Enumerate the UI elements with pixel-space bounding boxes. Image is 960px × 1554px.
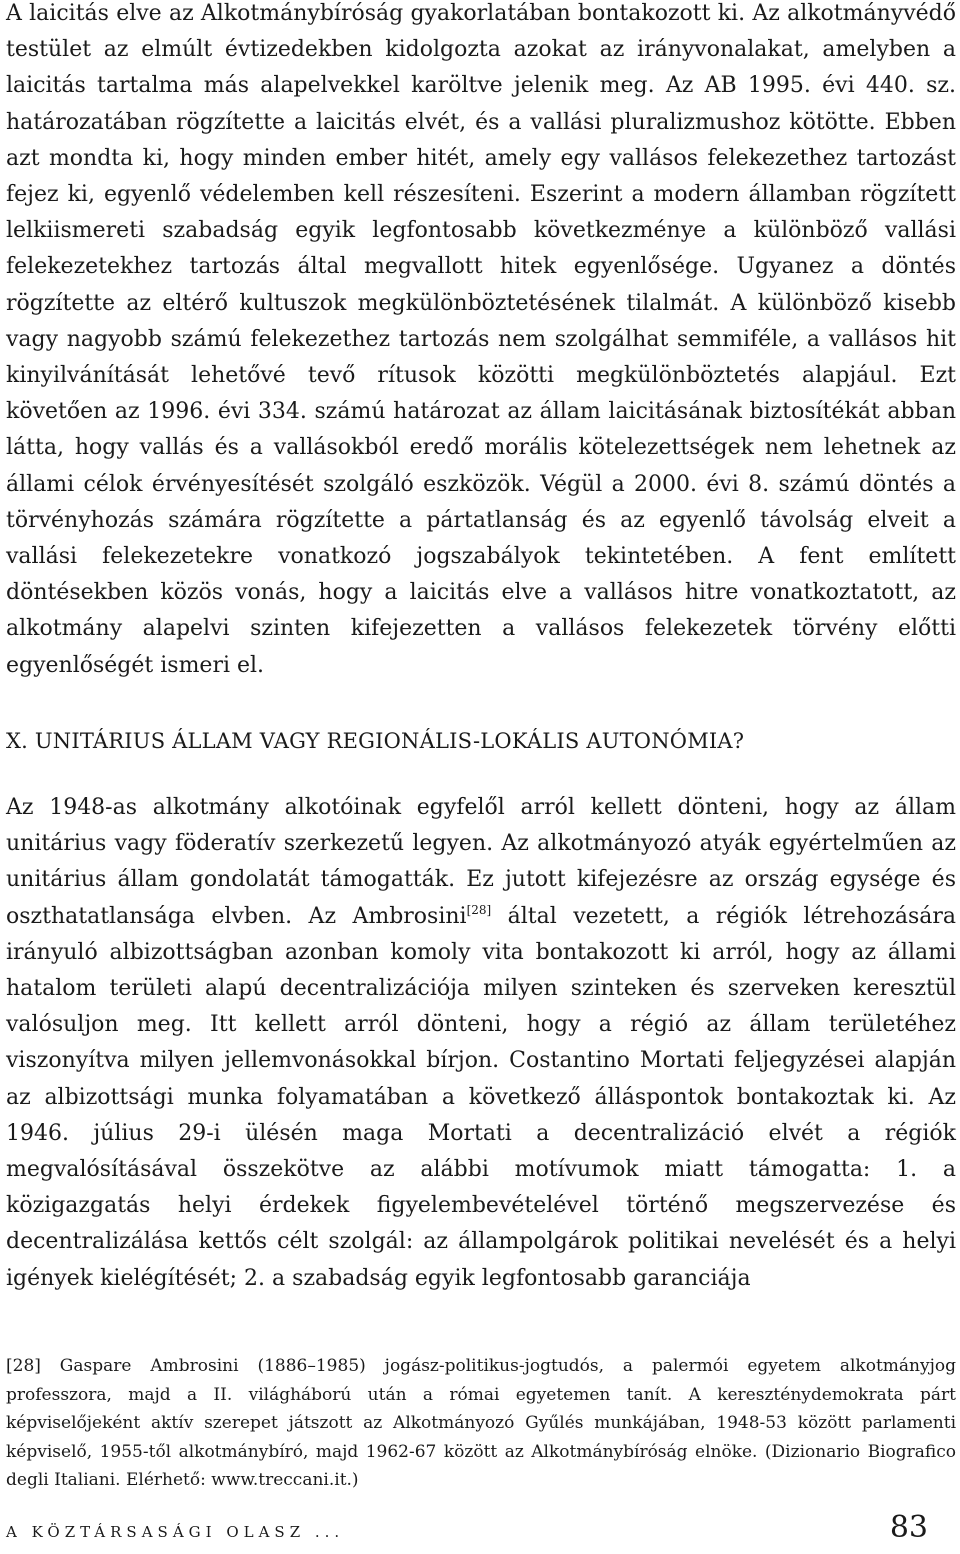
body-paragraph	[6, 790, 956, 1297]
section-heading: X. UNITÁRIUS ÁLLAM VAGY REGIONÁLIS-LOKÁLIS AUTONÓMIA?	[6, 729, 745, 753]
paragraph-text: által vezetett, a régiók létrehozására irányuló albizottságban azonban komoly vita bontakozott ki arról, hogy az állami hatalom területi alapú decentralizációja milyen szinteken és szerveken keresztül valósuljon meg. Itt kellett arról dönteni, hogy a régió az állam területéhez viszonyítva milyen jellemvonásokkal bírjon. Costantino Mortati feljegyzései alapján az albizottsági munka folyamatában a következő álláspontok bontakoztak ki. Az 1946. július 29-i ülésén maga Mortati a decentralizáció elvét a régiók megvalósításával összekötve az alábbi motívumok miatt támogatta: 1. a közigazgatás helyi érdekek figyelembevételével történő megszervezése és decentralizálása kettős célt szolgál: az állampolgárok politikai nevelését és a helyi igények kielégítését; 2. a szabadság egyik legfontosabb garanciája	[6, 903, 956, 1291]
page-number: 83	[889, 1510, 928, 1545]
body-paragraph: A laicitás elve az Alkotmánybíróság gyakorlatában bontakozott ki. Az alkotmányvédő testület az elmúlt évtizedekben kidolgozta azokat az irányvonalakat, amelyben a laicitás tartalma más alapelvekkel karöltve jelenik meg. Az AB 1995. évi 440. sz. határozatában rögzítette a laicitás elvét, és a vallási pluralizmushoz kötötte. Ebben azt mondta ki, hogy minden ember hitét, amely egy vallásos felekezethez tartozást fejez ki, egyenlő védelemben kell részesíteni. Eszerint a modern államban rögzített lelkiismereti szabadság egyik legfontosabb következménye a különböző vallási felekezetekhez tartozás által megvallott hitek egyenlősége. Ugyanez a döntés rögzítette az eltérő kultuszok megkülönböztetésének tilalmát. A különböző kisebb vagy nagyobb számú felekezethez tartozás nem szolgálhat semmiféle, a vallásos hit kinyilvánítását lehetővé tevő rítusok közötti megkülönböztetés alapjául. Ezt követően az 1996. évi 334. számú határozat az állam laicitásának biztosítékát abban látta, hogy vallás és a vallásokból eredő morális kötelezettségek nem lehetnek az állami célok érvényesítését szolgáló eszközök. Végül a 2000. évi 8. számú döntés a törvényhozás számára rögzítette a pártatlanság és az egyenlő távolság elveit a vallási felekezetekre vonatkozó jogszabályok tekintetében. A fent említett döntésekben közös vonás, hogy a laicitás elve a vallásos hitre vonatkoztatott, az alkotmány alapelvi szinten kifejezetten a vallásos felekezetek törvény előtti egyenlőségét ismeri el.	[6, 1, 956, 678]
running-title: A KÖZTÁRSASÁGI OLASZ ...	[6, 1523, 345, 1541]
paragraph-text: Az 1948-as alkotmány alkotóinak egyfelől arról kellett dönteni, hogy az állam unitárius vagy föderatív szerkezetű legyen. Az alkotmányozó atyák egyértelműen az unitárius állam gondolatát támogatták. Ez jutott kifejezésre az ország egysége és oszthatatlansága elvben. Az Ambrosini	[6, 795, 956, 929]
footnote: [28] Gaspare Ambrosini (1886–1985) jogász-politikus-jogtudós, a palermói egyetem alkotmányjog professzora, majd a II. világháború után a római egyetemen tanít. A kereszténydemokrata párt képviselőjeként aktív szerepet játszott az Alkotmányozó Gyűlés munkájában, 1948-53 között parlamenti képviselő, 1955-től alkotmánybíró, majd 1962-67 között az Alkotmánybíróság elnöke. (Dizionario Biografico degli Italiani. Elérhető: www.treccani.it.)	[6, 1356, 956, 1491]
footnote-reference: [28]	[466, 902, 492, 917]
